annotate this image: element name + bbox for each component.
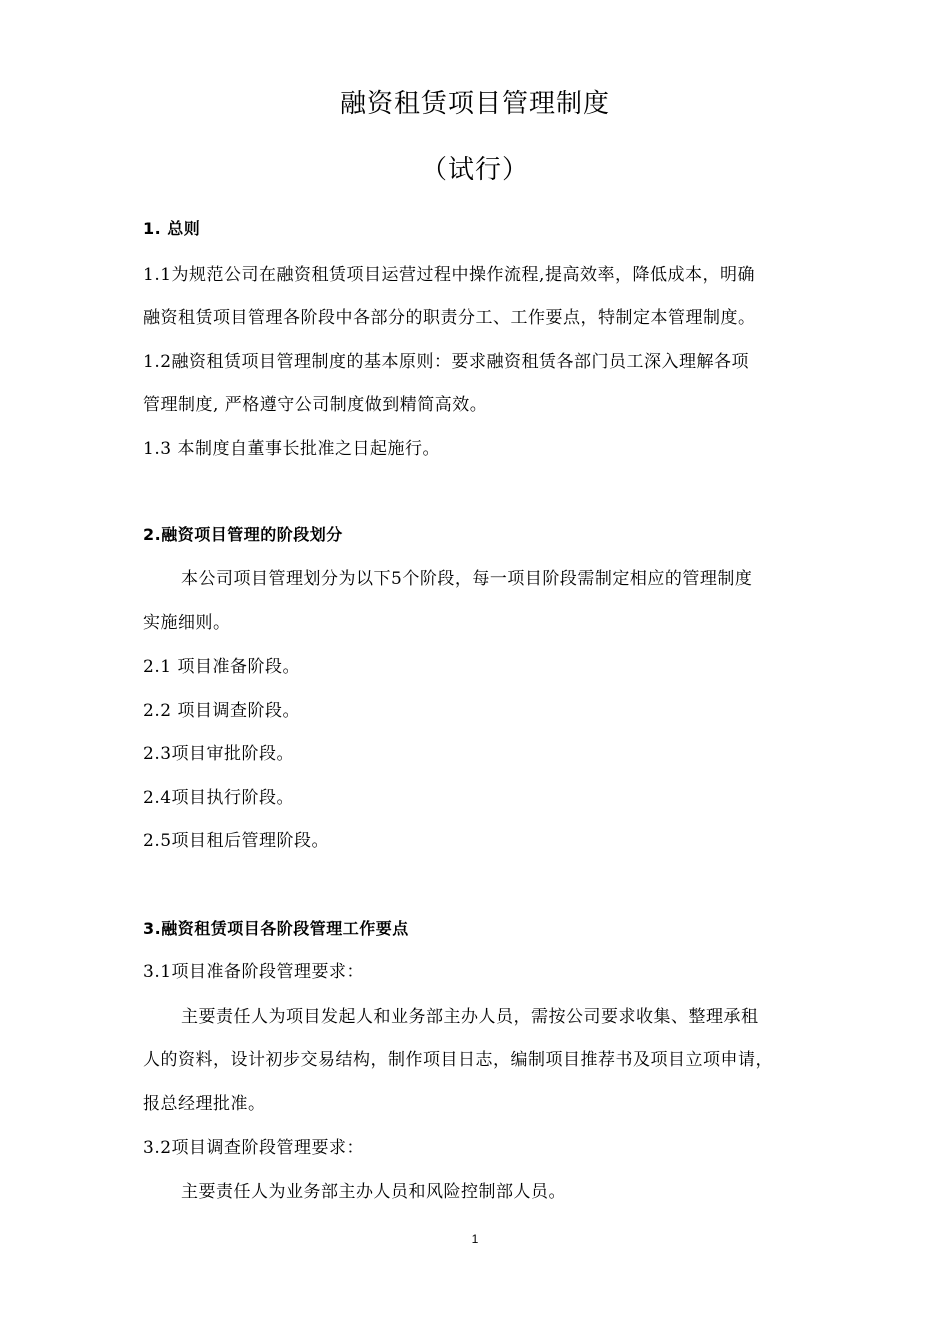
- list-item: 2.5项目租后管理阶段。: [143, 831, 330, 851]
- paragraph-line: 1.2融资租赁项目管理制度的基本原则：要求融资租赁各部门员工深入理解各项: [143, 352, 750, 372]
- paragraph-line: 人的资料，设计初步交易结构，制作项目日志，编制项目推荐书及项目立项申请，: [143, 1050, 773, 1070]
- list-item: 2.4项目执行阶段。: [143, 788, 295, 808]
- section-heading-1: 1. 总则: [143, 219, 201, 238]
- paragraph-line: 报总经理批准。: [143, 1094, 266, 1114]
- paragraph-line: 1.3 本制度自董事长批准之日起施行。: [143, 439, 440, 459]
- document-subtitle: （试行）: [420, 155, 529, 185]
- paragraph-line: 融资租赁项目管理各阶段中各部分的职责分工、工作要点，特制定本管理制度。: [143, 308, 756, 328]
- section-heading-3: 3.融资租赁项目各阶段管理工作要点: [143, 919, 409, 938]
- page-number: 1: [471, 1232, 479, 1246]
- subsection-heading: 3.1项目准备阶段管理要求：: [143, 962, 365, 982]
- section-heading-2: 2.融资项目管理的阶段划分: [143, 525, 343, 544]
- paragraph-line: 1.1为规范公司在融资租赁项目运营过程中操作流程,提高效率，降低成本，明确: [143, 265, 755, 285]
- paragraph-line: 主要责任人为项目发起人和业务部主办人员，需按公司要求收集、整理承租: [181, 1007, 759, 1027]
- list-item: 2.3项目审批阶段。: [143, 744, 295, 764]
- paragraph-line: 管理制度, 严格遵守公司制度做到精简高效。: [143, 395, 488, 415]
- paragraph-line: 本公司项目管理划分为以下5个阶段，每一项目阶段需制定相应的管理制度: [181, 569, 753, 589]
- paragraph-line: 实施细则。: [143, 613, 231, 633]
- list-item: 2.1 项目准备阶段。: [143, 657, 300, 677]
- list-item: 2.2 项目调查阶段。: [143, 701, 300, 721]
- paragraph-line: 主要责任人为业务部主办人员和风险控制部人员。: [181, 1182, 566, 1202]
- subsection-heading: 3.2项目调查阶段管理要求：: [143, 1138, 365, 1158]
- document-title: 融资租赁项目管理制度: [339, 89, 610, 119]
